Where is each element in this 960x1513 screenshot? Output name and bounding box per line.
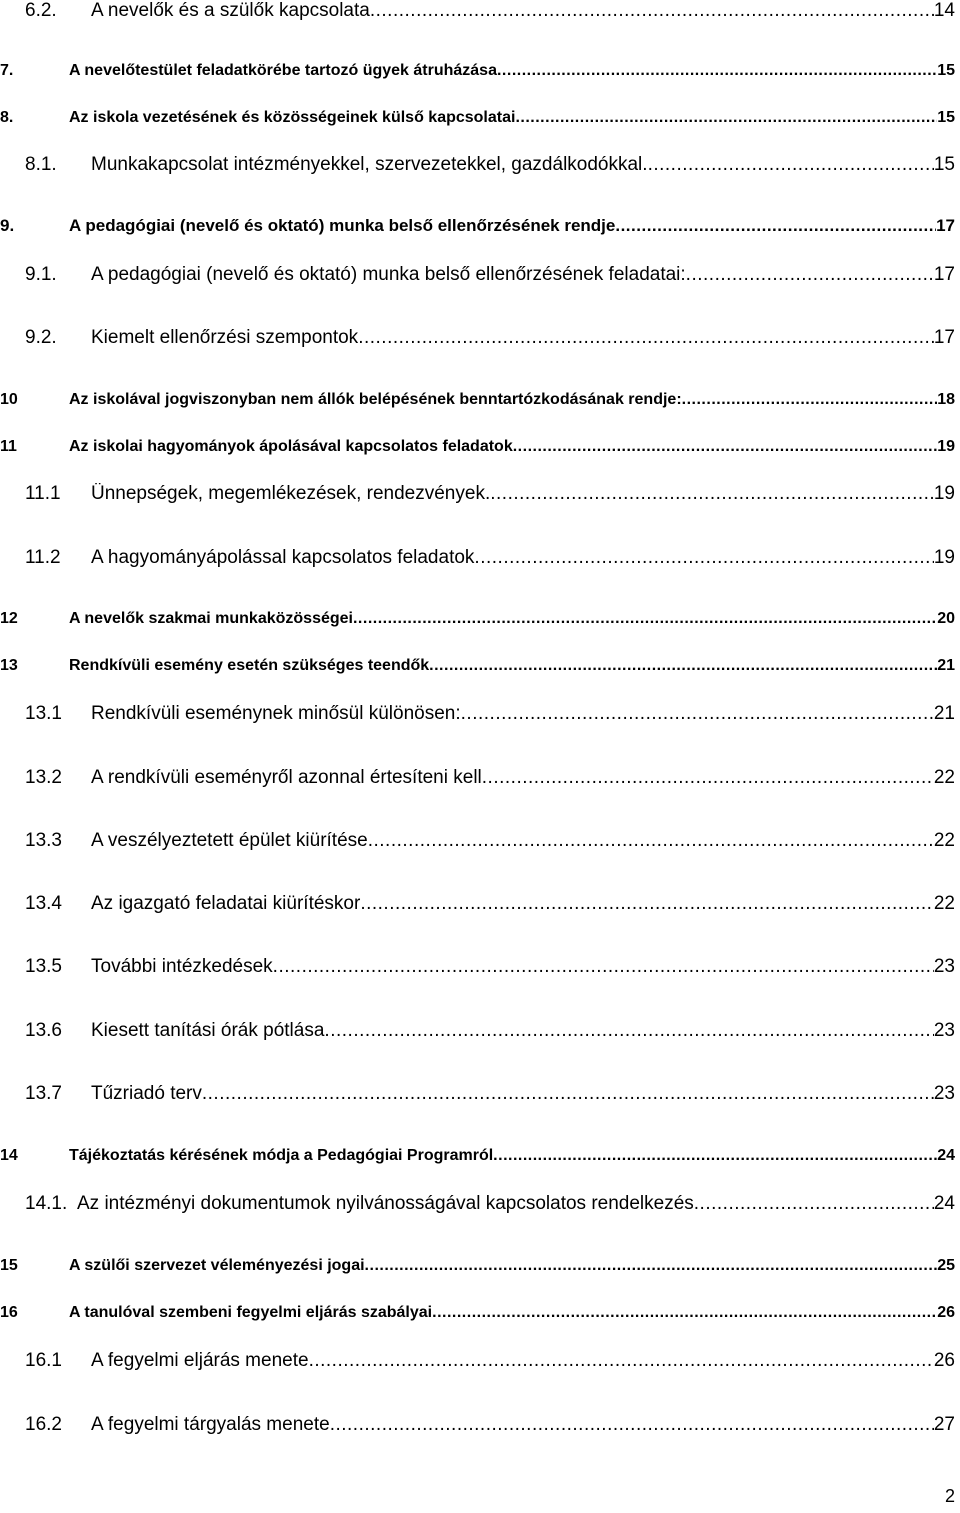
toc-entry-page: 15 [937,62,955,79]
toc-entry-page: 15 [933,154,955,175]
toc-entry-page: 19 [937,438,955,455]
toc-entry[interactable] [25,956,955,978]
toc-leader-dots [490,483,934,505]
toc-entry-title: Az iskolai hagyományok ápolásával kapcsolatos feladatok [69,438,513,455]
toc-entry-page: 23 [933,1020,955,1041]
toc-entry-page: 17 [933,327,955,348]
toc-entry-number: 8. [0,109,14,126]
toc-entry-page: 20 [937,610,955,627]
toc-entry[interactable] [25,703,955,725]
toc-leader-dots [358,327,934,349]
toc-entry-number: 16.1 [25,1350,62,1371]
toc-leader-dots [694,1193,934,1215]
toc-entry-page: 15 [937,109,955,126]
toc-entry-number: 10 [0,391,18,408]
toc-entry-number: 11.1 [25,483,61,504]
toc-entry[interactable] [0,216,955,236]
toc-leader-dots [202,1083,934,1105]
toc-entry[interactable] [25,893,955,915]
toc-entry-page: 17 [933,264,955,285]
toc-leader-dots [353,610,937,628]
toc-entry-number: 8.1. [25,154,57,175]
toc-entry-number: 13.1 [25,703,62,724]
toc-entry-page: 24 [933,1193,955,1214]
toc-entry-number: 13.5 [25,956,62,977]
toc-entry-number: 16.2 [25,1414,62,1435]
toc-entry-page: 23 [933,956,955,977]
toc-entry-title: A veszélyeztetett épület kiürítése [91,830,368,851]
toc-entry-title: A nevelőtestület feladatkörébe tartozó ügyek átruházása [69,62,497,79]
toc-entry-page: 24 [937,1147,955,1164]
toc-leader-dots [429,657,937,675]
toc-entry[interactable] [25,327,955,349]
toc-entry-number: 16 [0,1304,18,1321]
toc-leader-dots [474,547,933,569]
toc-entry[interactable] [25,1414,955,1436]
toc-leader-dots [368,830,934,852]
toc-entry-page: 27 [933,1414,955,1435]
toc-entry-page: 22 [933,830,955,851]
toc-entry-number: 12 [0,610,18,627]
toc-entry[interactable] [0,391,955,409]
toc-entry-number: 13.3 [25,830,62,851]
toc-entry-title: További intézkedések [91,956,273,977]
toc-leader-dots [365,1257,938,1275]
toc-entry-title: A hagyományápolással kapcsolatos feladatok [91,547,475,568]
toc-leader-dots [515,109,937,127]
toc-entry-number: 13.7 [25,1083,62,1104]
toc-leader-dots [615,216,936,236]
toc-entry-title: Munkakapcsolat intézményekkel, szervezetekkel, gazdálkodókkal. [91,154,648,175]
toc-entry-page: 19 [933,483,955,504]
toc-entry[interactable] [0,1147,955,1165]
toc-entry-title: A pedagógiai (nevelő és oktató) munka belső ellenőrzésének rendje [69,216,616,235]
toc-entry[interactable] [0,610,955,628]
toc-entry[interactable] [25,1350,955,1372]
toc-entry-title: Az iskola vezetésének és közösségeinek külső kapcsolatai [69,109,516,126]
toc-entry-number: 13.2 [25,767,62,788]
page-number: 2 [944,1486,955,1506]
toc-leader-dots [309,1350,934,1372]
toc-leader-dots [497,62,937,80]
toc-leader-dots [273,956,934,978]
toc-leader-dots [461,703,934,725]
toc-entry[interactable] [25,0,955,22]
toc-entry-title: A tanulóval szembeni fegyelmi eljárás szabályai [69,1304,433,1321]
toc-entry-title: A nevelők szakmai munkaközösségei [69,610,353,627]
toc-entry-page: 25 [937,1257,955,1274]
toc-entry-number: 11.2 [25,547,61,568]
toc-entry[interactable] [25,1193,955,1215]
toc-entry-page: 26 [937,1304,955,1321]
toc-entry[interactable] [0,109,955,127]
toc-entry-page: 23 [933,1083,955,1104]
toc-leader-dots [686,264,934,286]
toc-entry[interactable] [0,657,955,675]
toc-entry-title: A rendkívüli eseményről azonnal értesíteni kell [91,767,482,788]
toc-entry-page: 19 [933,547,955,568]
toc-leader-dots [513,438,937,456]
toc-entry-title: A nevelők és a szülők kapcsolata [91,0,370,21]
toc-entry-title: Kiemelt ellenőrzési szempontok [91,327,359,348]
toc-leader-dots [360,893,934,915]
toc-entry-page: 17 [936,216,955,235]
toc-leader-dots [482,767,934,789]
toc-entry-title: Rendkívüli esemény esetén szükséges teendők [69,657,430,674]
toc-entry-title: Rendkívüli eseménynek minősül különösen: [91,703,461,724]
toc-entry-title: Az igazgató feladatai kiürítéskor [91,893,361,914]
toc-entry[interactable] [25,547,955,569]
toc-entry[interactable] [25,1020,955,1042]
toc-leader-dots [330,1414,934,1436]
toc-entry-number: 11 [0,438,17,455]
toc-entry[interactable] [25,483,955,505]
toc-leader-dots [493,1147,937,1165]
toc-leader-dots [432,1304,937,1322]
toc-entry-title: Ünnepségek, megemlékezések, rendezvények. [91,483,491,504]
toc-entry-title: Az intézményi dokumentumok nyilvánosságával kapcsolatos rendelkezés [77,1193,694,1214]
toc-entry-number: 15 [0,1257,18,1274]
toc-entry-page: 21 [937,657,955,674]
toc-entry-number: 9.1. [25,264,57,285]
toc-entry-page: 22 [933,767,955,788]
toc-entry[interactable] [25,1083,955,1105]
toc-entry-number: 6.2. [25,0,57,21]
toc-entry-title: A szülői szervezet véleményezési jogai [69,1257,365,1274]
toc-entry[interactable] [0,62,955,80]
toc-entry-number: 13.4 [25,893,62,914]
toc-leader-dots [370,0,934,22]
toc-entry-title: A pedagógiai (nevelő és oktató) munka belső ellenőrzésének feladatai: [91,264,686,285]
toc-entry-title: A fegyelmi tárgyalás menete [91,1414,330,1435]
toc-entry-number: 13.6 [25,1020,62,1041]
toc-entry-number: 9. [0,216,15,235]
toc-entry-title: A fegyelmi eljárás menete [91,1350,309,1371]
toc-leader-dots [648,154,934,176]
toc-entry-page: 22 [933,893,955,914]
toc-entry-page: 21 [933,703,955,724]
toc-entry-number: 7. [0,62,14,79]
toc-entry-page: 18 [937,391,955,408]
toc-entry[interactable] [25,264,955,286]
toc-entry-title: Tájékoztatás kérésének módja a Pedagógiai Programról [69,1147,494,1164]
toc-entry[interactable] [0,1304,955,1322]
toc-entry[interactable] [25,154,955,176]
toc-entry-title: Az iskolával jogviszonyban nem állók belépésének benntartózkodásának rendje: [69,391,682,408]
toc-entry[interactable] [25,830,955,852]
toc-entry-number: 14.1. [25,1193,68,1214]
toc-entry-page: 14 [933,0,955,21]
toc-entry-number: 9.2. [25,327,57,348]
toc-entry-title: Tűzriadó terv [91,1083,202,1104]
toc-leader-dots [324,1020,933,1042]
toc-entry[interactable] [0,1257,955,1275]
toc-entry-number: 14 [0,1147,18,1164]
toc-entry-number: 13 [0,657,18,674]
toc-entry[interactable] [25,767,955,789]
toc-entry-page: 26 [933,1350,955,1371]
toc-entry[interactable] [0,438,955,456]
toc-leader-dots [682,391,938,409]
toc-entry-title: Kiesett tanítási órák pótlása [91,1020,325,1041]
